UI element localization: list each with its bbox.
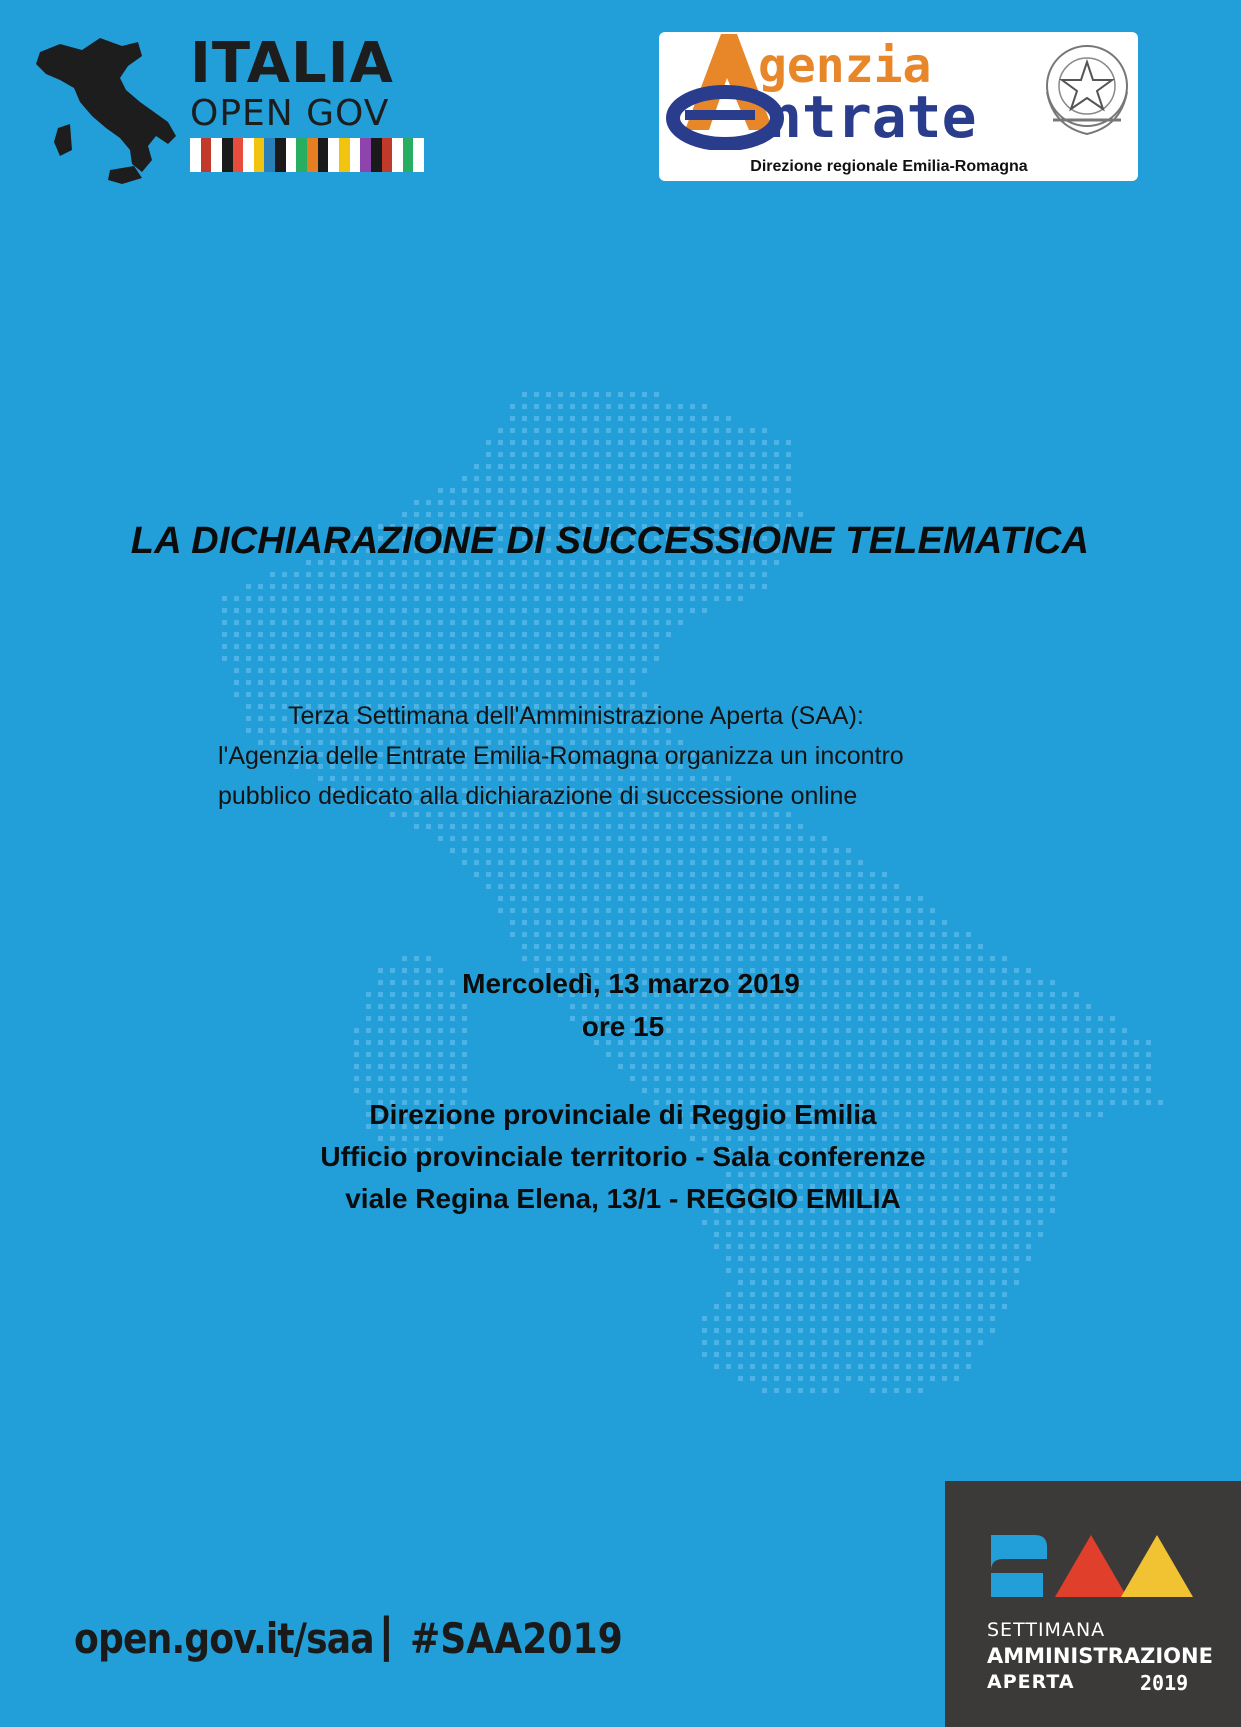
- location-line-1: Direzione provinciale di Reggio Emilia: [369, 1099, 877, 1130]
- opengov-stripe: [413, 138, 424, 172]
- opengov-stripe: [264, 138, 275, 172]
- agenzia-word: genzia: [758, 38, 932, 94]
- saa-line-2: AMMINISTRAZIONE: [987, 1644, 1213, 1668]
- opengov-stripe: [350, 138, 361, 172]
- saa-line-1: SETTIMANA: [987, 1619, 1106, 1641]
- intro-line-2: l'Agenzia delle Entrate Emilia-Romagna organizza un incontro: [218, 742, 904, 770]
- opengov-stripe: [392, 138, 403, 172]
- saa-badge: [945, 1481, 1241, 1727]
- footer-link[interactable]: open.gov.it/saa: [74, 1614, 374, 1663]
- location-line-3: viale Regina Elena, 13/1 - REGGIO EMILIA: [345, 1183, 901, 1214]
- opengov-stripe: [307, 138, 318, 172]
- opengov-stripe: [339, 138, 350, 172]
- opengov-color-stripes: [190, 138, 424, 172]
- opengov-stripe: [190, 138, 201, 172]
- republic-emblem-icon: [1039, 36, 1135, 142]
- opengov-stripe: [371, 138, 382, 172]
- opengov-stripe: [211, 138, 222, 172]
- event-time: ore 15: [581, 1011, 665, 1042]
- opengov-stripe: [403, 138, 414, 172]
- saa-year: 2019: [1140, 1671, 1189, 1695]
- saa-line-3: APERTA: [987, 1671, 1075, 1693]
- opengov-stripe: [233, 138, 244, 172]
- entrate-word: ntrate: [767, 83, 977, 151]
- opengov-stripe: [275, 138, 286, 172]
- saa-logo-icon: [987, 1531, 1197, 1601]
- agenzia-entrate-logo: [659, 32, 1138, 181]
- opengov-stripe: [254, 138, 265, 172]
- opengov-subtitle: OPEN GOV: [190, 93, 390, 134]
- opengov-title: ITALIA: [190, 31, 394, 96]
- opengov-stripe: [318, 138, 329, 172]
- opengov-stripe: [222, 138, 233, 172]
- agenzia-subtitle: Direzione regionale Emilia-Romagna: [750, 158, 1028, 175]
- opengov-stripe: [286, 138, 297, 172]
- opengov-stripe: [360, 138, 371, 172]
- event-title: LA DICHIARAZIONE DI SUCCESSIONE TELEMATICA: [130, 520, 1090, 562]
- event-date: Mercoledì, 13 marzo 2019: [462, 968, 800, 999]
- footer-hashtag: #SAA2019: [410, 1614, 623, 1663]
- intro-line-3: pubblico dedicato alla dichiarazione di successione online: [218, 782, 858, 810]
- opengov-stripe: [328, 138, 339, 172]
- opengov-stripe: [201, 138, 212, 172]
- location-line-2: Ufficio provinciale territorio - Sala conferenze: [320, 1141, 926, 1172]
- opengov-stripe: [243, 138, 254, 172]
- italy-map-icon: [30, 32, 180, 187]
- opengov-stripe: [296, 138, 307, 172]
- intro-line-1: Terza Settimana dell'Amministrazione Aperta (SAA):: [288, 702, 864, 730]
- opengov-stripe: [382, 138, 393, 172]
- event-intro: [218, 696, 1038, 816]
- footer-separator: |: [378, 1608, 395, 1662]
